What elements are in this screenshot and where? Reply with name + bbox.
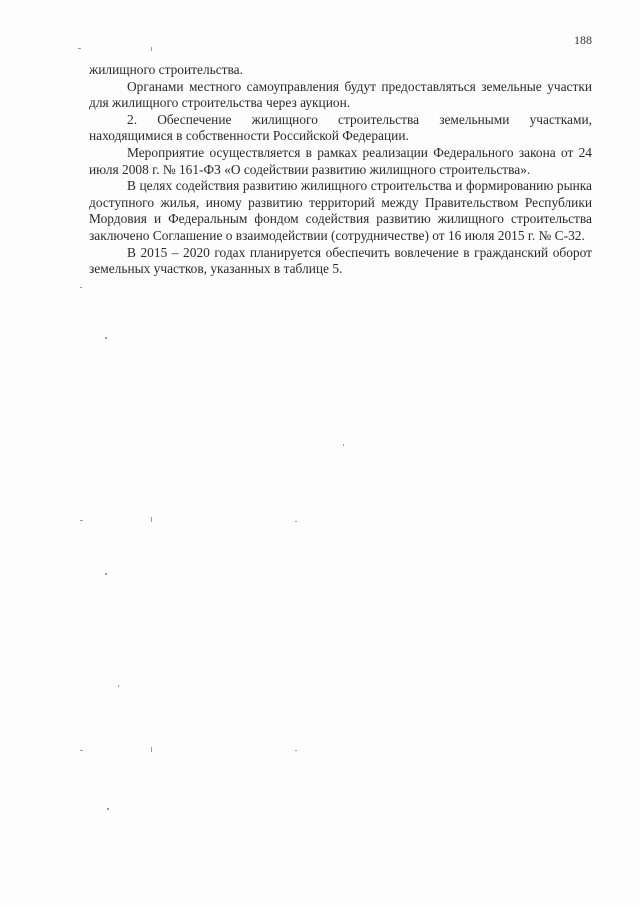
scan-speck bbox=[107, 808, 109, 810]
scan-speck bbox=[343, 444, 344, 446]
paragraph-3: 2. Обеспечение жилищного строительства земельными участками, находящимися в собственности Российской Федерации. bbox=[89, 111, 592, 144]
scan-speck bbox=[80, 520, 83, 521]
page-number: 188 bbox=[574, 33, 592, 47]
scan-speck bbox=[78, 48, 81, 49]
scan-speck bbox=[118, 685, 119, 687]
scan-speck bbox=[105, 337, 107, 339]
scan-speck bbox=[105, 573, 107, 575]
scan-speck bbox=[151, 517, 152, 522]
scan-speck bbox=[151, 747, 152, 752]
paragraph-1: жилищного строительства. bbox=[89, 62, 243, 77]
scan-speck bbox=[80, 287, 82, 288]
paragraph-2: Органами местного самоуправления будут предоставляться земельные участки для жилищного строительства через аукцион. bbox=[89, 78, 592, 111]
paragraph-4: Мероприятие осуществляется в рамках реализации Федерального закона от 24 июля 2008 г. № 161-ФЗ «О содействии развитию жилищного строительства». bbox=[89, 144, 592, 177]
scan-speck bbox=[151, 47, 152, 51]
scan-speck bbox=[295, 521, 297, 522]
paragraph-5: В целях содействия развитию жилищного строительства и формированию рынка доступного жилья, иному развитию территорий между Правительством Республики Мордовия и Федеральным фондом содействия развитию жилищного строительства заключено Соглашение о взаимодействии (сотрудничестве) от 16 июля 2015 г. № С-32. bbox=[89, 178, 592, 243]
scan-speck bbox=[80, 750, 83, 751]
body-text bbox=[89, 62, 592, 278]
scan-speck bbox=[295, 750, 297, 751]
paragraph-6: В 2015 – 2020 годах планируется обеспечить вовлечение в гражданский оборот земельных участков, указанных в таблице 5. bbox=[89, 244, 592, 277]
